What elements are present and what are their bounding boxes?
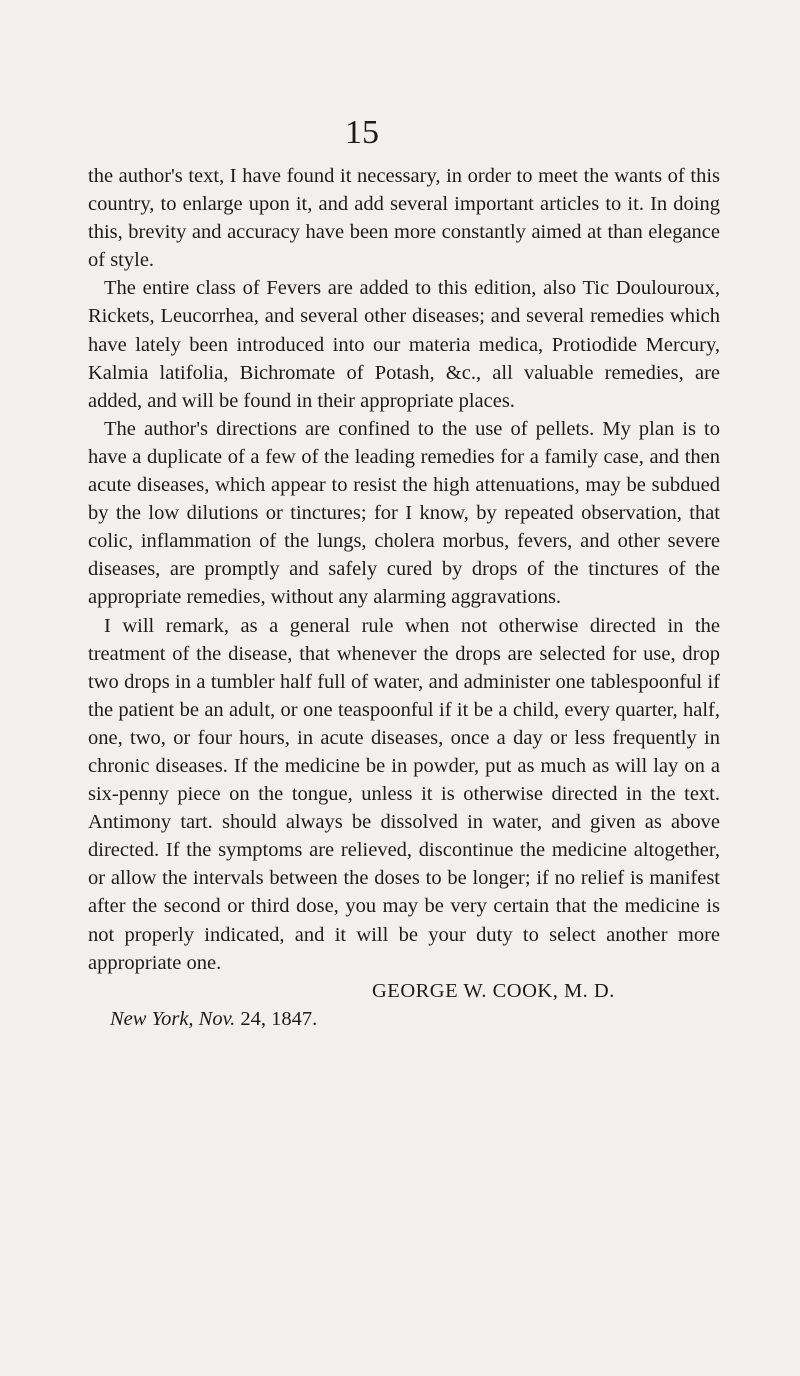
author-signature: GEORGE W. COOK, M. D.: [372, 979, 615, 1002]
body-text: [88, 162, 720, 1033]
paragraph-continuation: the author's text, I have found it necessary, in order to meet the wants of this country, to enlarge upon it, and add several important articles to it. In doing this, brevity and accuracy have been more constantly aimed at than elegance of style.: [88, 165, 720, 272]
dateline: [88, 1005, 720, 1033]
paragraph-dosage-rule: I will remark, as a general rule when not otherwise directed in the treatment of the disease, that whenever the drops are selected for use, drop two drops in a tumbler half full of water, and administer one tablespoonful if the patient be an adult, or one teaspoonful if it be a child, every quarter, half, one, two, or four hours, in acute diseases, once a day or less frequently in chronic diseases. If the medicine be in powder, put as much as will lay on a six-penny piece on the tongue, unless it is otherwise directed in the text. Antimony tart. should always be dissolved in water, and given as above directed. If the symptoms are relieved, discontinue the medicine altogether, or allow the intervals between the doses to be longer; if no relief is manifest after the second or third dose, you may be very certain that the medicine is not properly indicated, and it will be your duty to select another more appropriate one.: [88, 614, 720, 974]
paragraph-additions: The entire class of Fevers are added to this edition, also Tic Doulouroux, Rickets, Leucorrhea, and several other diseases; and several remedies which have lately been introduced into our materia medica, Protiodide Mercury, Kalmia latifolia, Bichromate of Potash, &c., all valuable remedies, are added, and will be found in their appropriate places.: [88, 277, 720, 412]
paragraph-pellets: The author's directions are confined to the use of pellets. My plan is to have a duplicate of a few of the leading remedies for a family case, and then acute diseases, which appear to resist the high attenuations, may be subdued by the low dilutions or tinctures; for I know, by repeated observation, that colic, inflammation of the lungs, cholera morbus, fevers, and other severe diseases, are promptly and safely cured by drops of the tinctures of the appropriate remedies, without any alarming aggravations.: [88, 417, 720, 609]
page-number: 15: [345, 114, 379, 151]
dateline-place: New York, Nov.: [110, 1007, 236, 1030]
dateline-date: 24, 1847.: [240, 1007, 318, 1030]
